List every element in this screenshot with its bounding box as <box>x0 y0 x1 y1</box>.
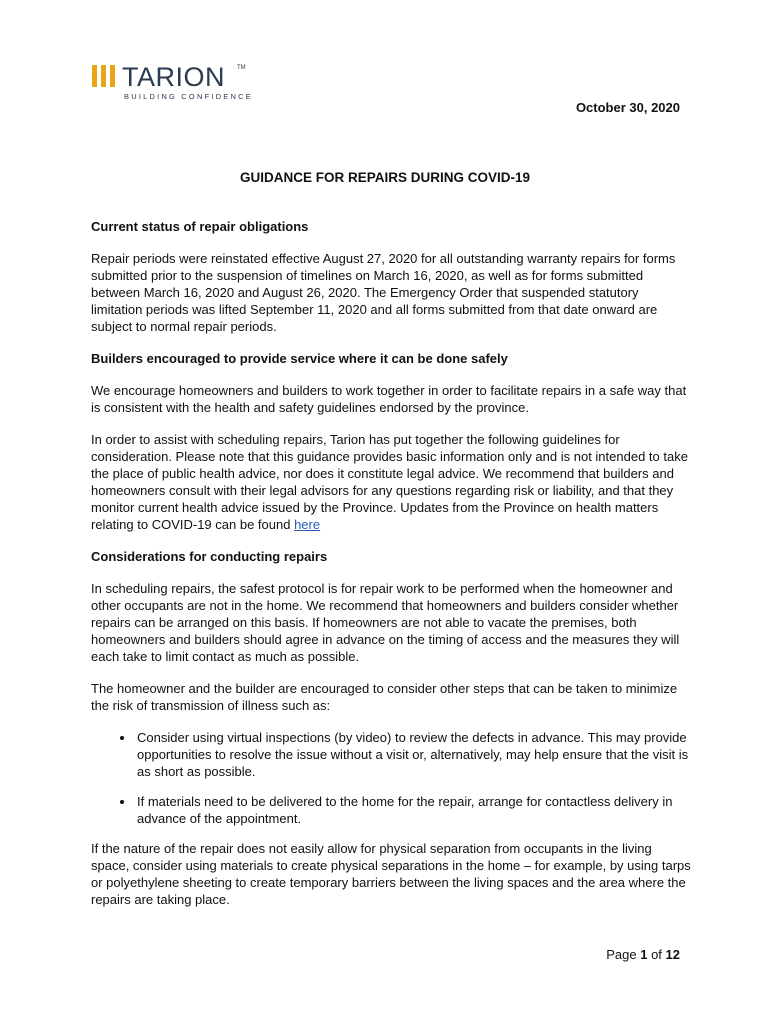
list-item: • Consider using virtual inspections (by video) to review the defects in advance. This may provide opportunities to resolve the issue without a visit or, alternatively, may help ensure that the visit is as short as possible. <box>135 729 691 780</box>
section-heading-builders-encouraged: Builders encouraged to provide service where it can be done safely <box>91 351 508 366</box>
of-label: of <box>651 947 662 962</box>
section-heading-repair-obligations: Current status of repair obligations <box>91 219 309 234</box>
logo-bars-icon <box>92 65 122 87</box>
document-date: October 30, 2020 <box>575 100 680 115</box>
logo-tagline: BUILDING CONFIDENCE <box>124 92 253 101</box>
precautions-list <box>91 729 691 827</box>
document-body <box>91 218 691 923</box>
section-heading-considerations: Considerations for conducting repairs <box>91 549 328 564</box>
page-label: Page <box>606 947 637 962</box>
paragraph-scheduling-repairs: In scheduling repairs, the safest protocol is for repair work to be performed when the homeowner and other occupants are not in the home. We recommend that homeowners and builders consider whether repairs can be arranged on this basis. If homeowners are not able to vacate the premises, both homeowners and builders should agree in advance on the timing of access and the measures they will each take to limit contact as much as possible. <box>91 581 680 664</box>
current-page: 1 <box>640 947 648 962</box>
document-title: GUIDANCE FOR REPAIRS DURING COVID-19 <box>239 170 531 185</box>
paragraph-repair-periods: Repair periods were reinstated effective August 27, 2020 for all outstanding warranty repairs for forms submitted prior to the suspension of timelines on March 16, 2020, as well as for forms submitted between March 16, 2020 and August 26, 2020. The Emergency Order that suspended statutory limitation periods was lifted September 11, 2020 and all forms submitted from that date onward are subject to normal repair periods. <box>91 251 676 334</box>
paragraph-minimize-risk: The homeowner and the builder are encouraged to consider other steps that can be taken to minimize the risk of transmission of illness such as: <box>91 681 678 713</box>
tarion-logo <box>92 63 252 103</box>
province-updates-link[interactable]: here <box>294 517 321 532</box>
page-number <box>606 947 680 962</box>
paragraph-work-together: We encourage homeowners and builders to work together in order to facilitate repairs in a safe way that is consistent with the health and safety guidelines endorsed by the province. <box>91 383 687 415</box>
logo-trademark: TM <box>237 65 246 71</box>
paragraph-physical-separation: If the nature of the repair does not easily allow for physical separation from occupants in the living space, consider using materials to create physical separations in the home – for example, by using tarps or polyethylene sheeting to create temporary barriers between the living spaces and the area where the repairs are taking place. <box>91 841 691 907</box>
paragraph-guidelines <box>91 431 691 533</box>
total-pages: 12 <box>665 947 680 962</box>
logo-wordmark: TARION <box>122 62 225 92</box>
list-item: • If materials need to be delivered to the home for the repair, arrange for contactless delivery in advance of the appointment. <box>135 793 691 827</box>
guidelines-text: In order to assist with scheduling repairs, Tarion has put together the following guidelines for consideration. Please note that this guidance provides basic information only and is not intended to take the place of public health advice, nor does it constitute legal advice. We recommend that builders and homeowners consult with their legal advisors for any questions regarding risk or liability, and that they monitor current health advice issued by the Province. Updates from the Province on health matters relating to COVID-19 can be found <box>91 432 688 532</box>
